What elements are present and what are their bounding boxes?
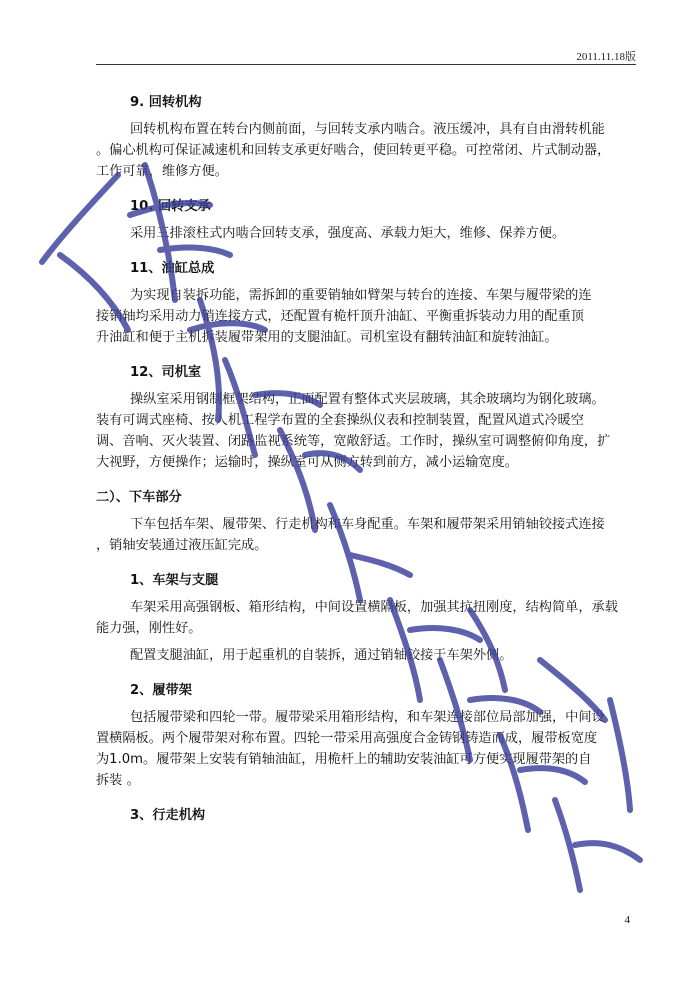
section-heading: 12、司机室 (130, 365, 202, 380)
part-heading: 二）、下车部分 (96, 490, 182, 505)
header-divider (96, 64, 636, 65)
paragraph-line: 置横隔板。两个履带架对称布置。四轮一带采用高强度合金铸钢铸造而成，履带板宽度 (96, 731, 598, 746)
page-number: 4 (624, 914, 630, 926)
paragraph-line: 调、音响、灭火装置、闭路监视系统等，宽敞舒适。工作时，操纵室可调整俯仰角度，扩 (96, 434, 611, 449)
paragraph-line: 为1.0m。履带架上安装有销轴油缸，用桅杆上的辅助安装油缸可方便实现履带架的自 (96, 752, 592, 767)
paragraph-line: 。偏心机构可保证减速机和回转支承更好啮合，使回转更平稳。可控常闭、片式制动器， (96, 143, 611, 158)
paragraph-line: 操纵室采用钢制框架结构，正面配置有整体式夹层玻璃，其余玻璃均为钢化玻璃。 (130, 392, 605, 407)
paragraph-line: ，销轴安装通过液压缸完成。 (96, 538, 268, 553)
paragraph-line: 工作可靠，维修方便。 (96, 164, 228, 179)
paragraph-line: 采用三排滚柱式内啮合回转支承，强度高、承载力矩大，维修、保养方便。 (130, 226, 566, 241)
paragraph-line: 配置支腿油缸，用于起重机的自装拆，通过销轴铰接于车架外侧。 (130, 648, 513, 663)
paragraph-line: 能力强，刚性好。 (96, 621, 202, 636)
paragraph-line: 接销轴均采用动力销连接方式，还配置有桅杆顶升油缸、平衡重拆装动力用的配重顶 (96, 309, 584, 324)
document-version: 2011.11.18版 (576, 51, 636, 63)
section-heading: 3、行走机构 (130, 808, 206, 823)
section-heading: 2、履带架 (130, 683, 192, 698)
paragraph-line: 为实现自装拆功能，需拆卸的重要销轴如臂架与转台的连接、车架与履带梁的连 (130, 288, 592, 303)
paragraph-line: 装有可调式座椅、按人机工程学布置的全套操纵仪表和控制装置，配置风道式冷暖空 (96, 413, 584, 428)
paragraph-line: 车架采用高强钢板、箱形结构，中间设置横隔板，加强其抗扭刚度，结构简单，承载 (130, 600, 618, 615)
paragraph-line: 拆装 。 (96, 773, 140, 788)
paragraph-line: 下车包括车架、履带架、行走机构和车身配重。车架和履带架采用销轴铰接式连接 (130, 517, 605, 532)
section-heading: 11、油缸总成 (130, 261, 215, 276)
section-heading: 1、车架与支腿 (130, 573, 219, 588)
document-body (96, 86, 636, 826)
paragraph-line: 回转机构布置在转台内侧前面，与回转支承内啮合。液压缓冲，具有自由滑转机能 (130, 122, 605, 137)
paragraph-line: 升油缸和便于主机拆装履带架用的支腿油缸。司机室设有翻转油缸和旋转油缸。 (96, 330, 558, 345)
section-heading: 10. 回转支承 (130, 199, 211, 214)
paragraph-line: 包括履带梁和四轮一带。履带梁采用箱形结构，和车架连接部位局部加强，中间设 (130, 710, 605, 725)
section-heading: 9. 回转机构 (130, 95, 202, 110)
paragraph-line: 大视野，方便操作；运输时，操纵室可从侧方转到前方，减小运输宽度。 (96, 455, 518, 470)
